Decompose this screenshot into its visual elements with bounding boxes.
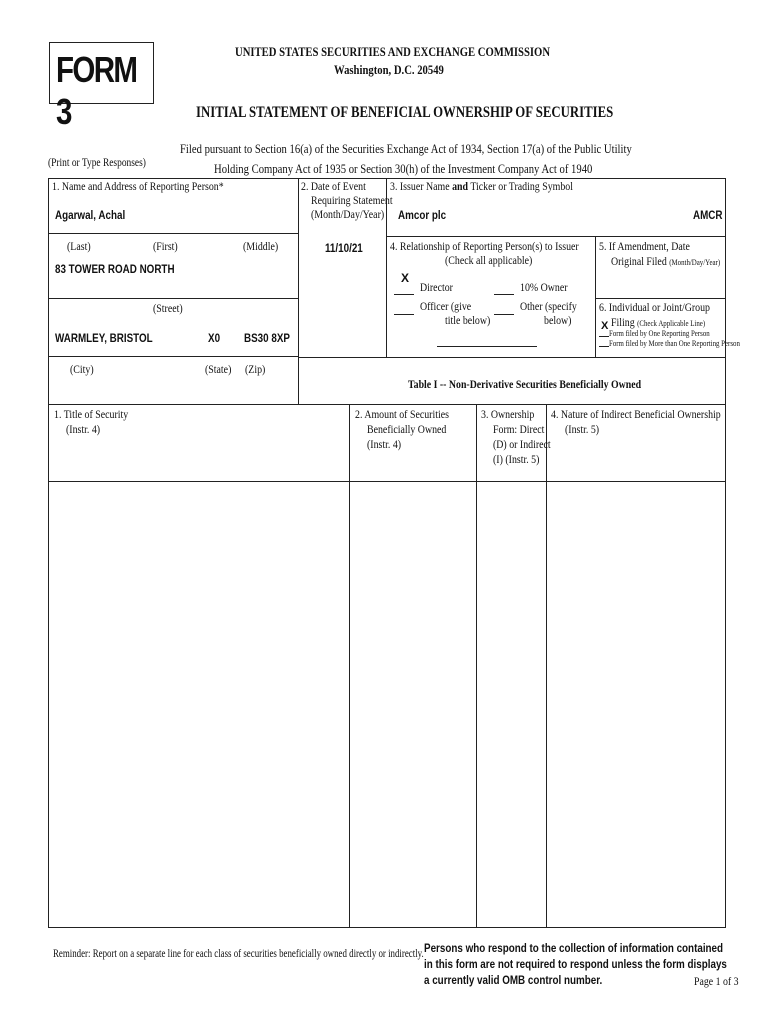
reporting-person-name: Agarwal, Achal [55, 208, 126, 222]
state-label: (State) [205, 364, 232, 376]
box1-label: 1. Name and Address of Reporting Person* [52, 181, 224, 193]
form-top-rule [48, 178, 726, 179]
filed-pursuant-line-2: Holding Company Act of 1935 or Section 30(h) of the Investment Company Act of 1940 [214, 161, 593, 176]
box6-label-2 [611, 317, 705, 329]
issuer-name: Amcor plc [398, 208, 447, 222]
one-person-label: Form filed by One Reporting Person [609, 329, 710, 338]
box6-label-check: (Check Applicable Line) [637, 319, 706, 328]
box5-label-2 [611, 256, 720, 268]
form-title: INITIAL STATEMENT OF BENEFICIAL OWNERSHIP OF SECURITIES [196, 104, 614, 121]
col2-divider [349, 404, 350, 928]
box2-label-3: (Month/Day/Year) [311, 209, 385, 221]
director-label: Director [420, 282, 453, 294]
table-header-top-rule [48, 404, 726, 405]
box5-label-original: Original Filed [611, 256, 667, 268]
box2-label-2: Requiring Statement [311, 195, 393, 207]
more-persons-label: Form filed by More than One Reporting Person [609, 339, 740, 348]
other-checkbox-line[interactable] [494, 314, 514, 315]
col1-header-2: (Instr. 4) [66, 424, 101, 436]
col3-header-1: 3. Ownership [481, 409, 535, 421]
omb-notice-1: Persons who respond to the collection of information contained [424, 941, 724, 955]
table-title: Table I -- Non-Derivative Securities Beneficially Owned [408, 377, 642, 391]
zip-value: BS30 8XP [244, 331, 290, 345]
ticker-symbol: AMCR [693, 208, 723, 222]
box3-label-and: and [452, 181, 469, 193]
street-label: (Street) [153, 303, 183, 315]
box6-label-1: 6. Individual or Joint/Group [599, 302, 710, 314]
city-value: WARMLEY, BRISTOL [55, 331, 153, 345]
reminder-text: Reminder: Report on a separate line for each class of securities beneficially owned directly or indirectly. [53, 946, 424, 960]
box4-divider [595, 236, 596, 358]
box4-label-2: (Check all applicable) [445, 255, 533, 267]
ten-pct-checkbox-line[interactable] [494, 294, 514, 295]
agency-name: UNITED STATES SECURITIES AND EXCHANGE COMMISSION [235, 44, 551, 59]
col4-header-1: 4. Nature of Indirect Beneficial Ownership [551, 409, 721, 421]
officer-label-1: Officer (give [420, 301, 472, 313]
officer-title-line[interactable] [437, 346, 537, 347]
col3-header-3: (D) or Indirect [493, 439, 551, 451]
box3-bottom-rule [386, 236, 726, 237]
one-person-checkbox-line[interactable] [599, 336, 609, 337]
col3-header-4: (I) (Instr. 5) [493, 454, 540, 466]
form-right-rule [725, 178, 726, 928]
box4-bottom-rule [298, 357, 726, 358]
other-label-1: Other (specify [520, 301, 577, 313]
col2-header-3: (Instr. 4) [367, 439, 402, 451]
box5-bottom-rule [595, 298, 726, 299]
officer-label-2: title below) [445, 315, 491, 327]
last-label: (Last) [67, 241, 91, 253]
form-left-rule [48, 178, 49, 928]
box1-city-rule [48, 356, 299, 357]
one-person-check-mark: X [601, 320, 609, 332]
box6-label-filing: Filing [611, 317, 635, 329]
officer-checkbox-line[interactable] [394, 314, 414, 315]
other-label-2: below) [544, 315, 572, 327]
zip-label: (Zip) [245, 364, 266, 376]
ten-pct-owner-label: 10% Owner [520, 282, 568, 294]
col1-header-1: 1. Title of Security [54, 409, 129, 421]
col2-header-2: Beneficially Owned [367, 424, 447, 436]
box1-name-rule [48, 233, 299, 234]
col2-header-1: 2. Amount of Securities [355, 409, 449, 421]
box1-divider [298, 178, 299, 404]
col3-divider [476, 404, 477, 928]
col3-header-2: Form: Direct [493, 424, 545, 436]
agency-location: Washington, D.C. 20549 [334, 62, 444, 77]
box5-label-date-format: (Month/Day/Year) [669, 258, 721, 267]
director-checkbox-line[interactable] [394, 294, 414, 295]
director-check-mark: X [401, 271, 410, 285]
box5-label-1: 5. If Amendment, Date [599, 241, 690, 253]
omb-notice-2: in this form are not required to respond unless the form displays [424, 957, 727, 971]
box4-label-1: 4. Relationship of Reporting Person(s) to Issuer [390, 241, 579, 253]
state-value: X0 [208, 331, 221, 345]
page-number: Page 1 of 3 [694, 974, 739, 988]
first-label: (First) [153, 241, 178, 253]
middle-label: (Middle) [243, 241, 279, 253]
table-bottom-rule [48, 927, 726, 928]
omb-notice-3: a currently valid OMB control number. [424, 973, 603, 987]
box3-label-suffix: Ticker or Trading Symbol [470, 181, 574, 193]
box3-label [390, 181, 573, 193]
col4-divider [546, 404, 547, 928]
form-number-box [49, 42, 154, 132]
box2-label-1: 2. Date of Event [301, 181, 366, 193]
street-value: 83 TOWER ROAD NORTH [55, 262, 175, 276]
print-note: (Print or Type Responses) [48, 157, 146, 169]
col4-header-2: (Instr. 5) [565, 424, 600, 436]
box3-label-prefix: 3. Issuer Name [390, 181, 450, 193]
box1-street-rule [48, 298, 299, 299]
filed-pursuant-line-1: Filed pursuant to Section 16(a) of the Securities Exchange Act of 1934, Section 17(a) of the Public Utility [180, 141, 632, 156]
event-date: 11/10/21 [325, 241, 363, 255]
more-persons-checkbox-line[interactable] [599, 346, 609, 347]
city-label: (City) [70, 364, 94, 376]
form-number: FORM 3 [56, 49, 137, 132]
table-header-bottom-rule [48, 481, 726, 482]
